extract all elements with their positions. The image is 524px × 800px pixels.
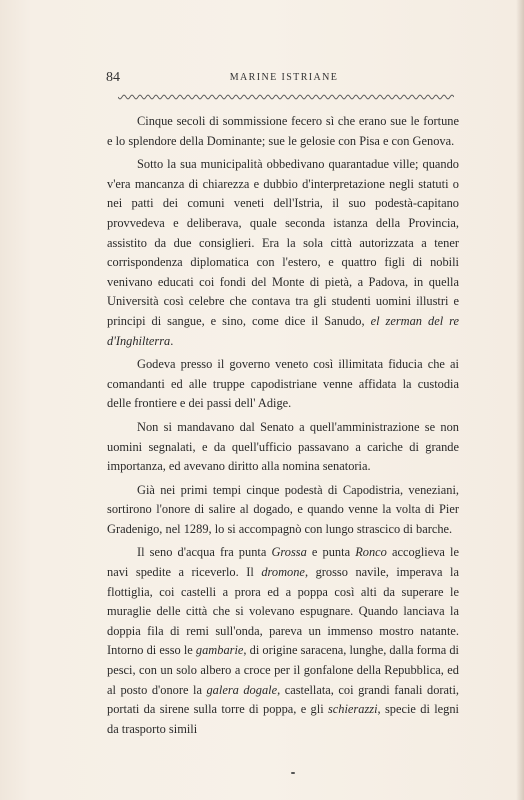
print-speck [291,772,295,774]
text-run: Sotto la sua municipalità obbedivano quarantadue ville; quando v'era mancanza di chiarezza e dubbio d'interpretazione negli statuti o nei patti dei comuni veneti dell'Istria, il suo podestà-capitano provvedeva e deliberava, quale seconda istanza della Provincia, assistito da due consiglieri. Era la sola città autorizzata a tener corrispondenza diplomatica con l'estero, e quattro figli di nobili venivano educati coi fondi del Monte di pietà, a Padova, in quella Università così celebre che contava tra gli studenti uomini illustri e principi di sangue, e sino, come dice il Sanudo, [107,157,459,328]
text-run: , di origine saracena, lunghe, dalla forma di pesci, con un solo albero a croce per il gonfalone della Repubblica, ed al posto d'onore la [107,643,459,697]
italic-text: galera dogale [206,682,278,697]
paragraph [107,418,459,477]
text-run: Già nei primi tempi cinque podestà di Capodistria, veneziani, sortirono l'onore di salire al dogado, e quando venne la volta di Pier Gradenigo, nel 1289, lo si accompagnò con lungo strascico di barche. [107,482,459,536]
paragraph [107,481,459,540]
paragraph [107,155,459,351]
text-run: e punta [306,545,356,560]
italic-text: dromone [261,565,305,580]
paragraph [107,112,459,151]
paragraph [107,543,459,739]
text-run: Il seno d'acqua fra punta [137,545,272,560]
italic-text: Ronco [355,545,387,560]
paragraph [107,355,459,414]
italic-text: Grossa [271,545,307,560]
decorative-wavy-rule [118,94,454,100]
text-run: Godeva presso il governo veneto così illimitata fiducia che ai comandanti ed alle truppe capodistriane venne affidata la custodia delle frontiere e dei passi dell' Adige. [107,357,459,411]
text-run: Cinque secoli di sommissione fecero sì che erano sue le fortune e lo splendore della Dominante; sue le gelosie con Pisa e con Genova. [107,114,459,148]
page-header [106,70,462,86]
running-title: MARINE ISTRIANE [229,72,339,83]
body-text [107,112,459,743]
italic-text: el zerman del re d'Inghilterra [107,313,460,348]
text-run: , specie di legni da trasporto simili [107,702,460,736]
text-run: accoglieva le navi spedite a riceverlo. Il [107,545,459,580]
page-number: 84 [106,70,120,85]
italic-text: gambarie [195,643,244,658]
text-run: , castellata, coi grandi fanali dorati, portati da sirene sulla torre di poppa, e gli [107,682,460,717]
text-run: , grosso navile, imperava la flottiglia, coi castelli a prora ed a poppa così alti da superare le muraglie delle città che si volevano espugnare. Quando lanciava la doppia fila di remi sull'onda, pareva un immenso mostro natante. Intorno di esso le [107,565,459,658]
italic-text: schierazzi [327,702,378,717]
text-run: Non si mandavano dal Senato a quell'amministrazione se non uomini segnalati, e da quell'ufficio passavano a cariche di grande importanza, ed avevano diritto alla nomina senatoria. [107,419,459,474]
text-run: . [170,333,174,348]
